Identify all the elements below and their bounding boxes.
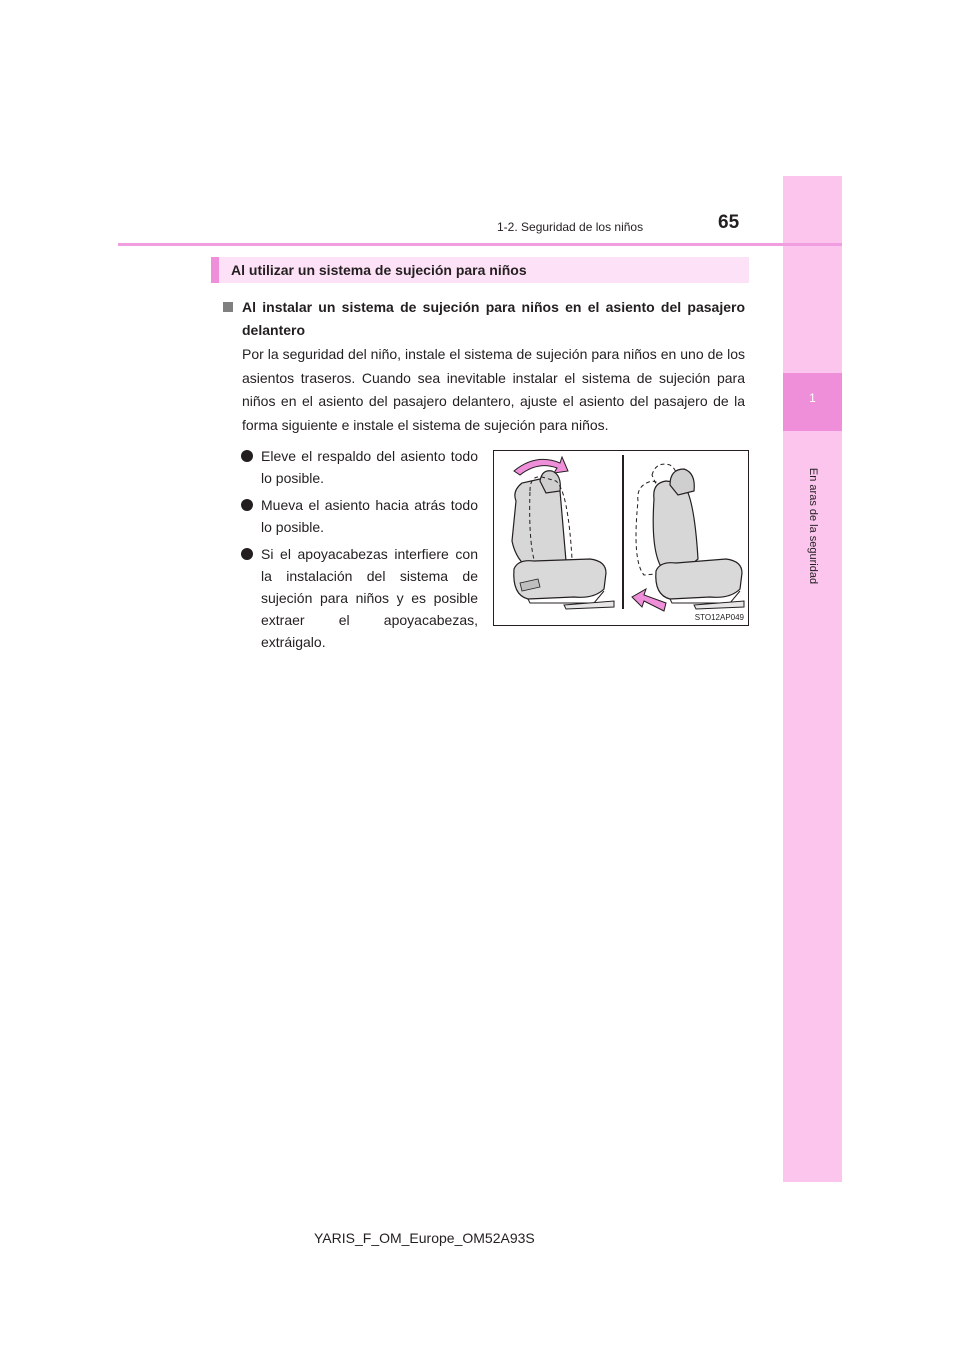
subheading-text: Al instalar un sistema de sujeción para niños en el asiento del pasajero delantero [242,299,745,338]
step-text: Eleve el respaldo del asiento todo lo posible. [261,448,478,486]
list-item [241,543,478,653]
step-text: Si el apoyacabezas interfiere con la instalación del sistema de sujeción para niños y es posible extraer el apoyacabezas, extráigalo. [261,546,478,650]
page-number: 65 [718,212,740,233]
seat-left-icon [512,457,614,609]
steps-list [241,445,478,658]
square-bullet-icon [223,302,233,312]
bullet-icon [241,548,253,560]
chapter-title: En aras de la seguridad [807,467,819,585]
seat-recline-arrow-icon [514,457,568,475]
header-section-title: 1-2. Seguridad de los niños [497,220,644,234]
figure-code: STO12AP049 [694,613,744,622]
list-item [241,445,478,489]
body-paragraph: Por la seguridad del niño, instale el sistema de sujeción para niños en uno de los asientos traseros. Cuando sea inevitable instalar el sistema de sujeción para niños en el asiento del pasajero delantero, ajuste el asiento del pasajero de la forma siguiente e instale el sistema de sujeción para niños. [242,346,745,433]
footer-document-id: YARIS_F_OM_Europe_OM52A93S [314,1230,535,1246]
seat-adjust-figure [493,450,749,626]
header-rule [118,243,842,246]
subheading [223,296,745,342]
list-item [241,494,478,538]
chapter-side-tab [783,176,842,1182]
step-text: Mueva el asiento hacia atrás todo lo posible. [261,497,478,535]
section-title: Al utilizar un sistema de sujeción para niños [231,262,527,278]
seat-right-icon [632,464,744,611]
chapter-number: 1 [809,391,816,405]
section-heading-box [211,257,749,283]
bullet-icon [241,450,253,462]
bullet-icon [241,499,253,511]
seat-illustration [494,451,750,627]
